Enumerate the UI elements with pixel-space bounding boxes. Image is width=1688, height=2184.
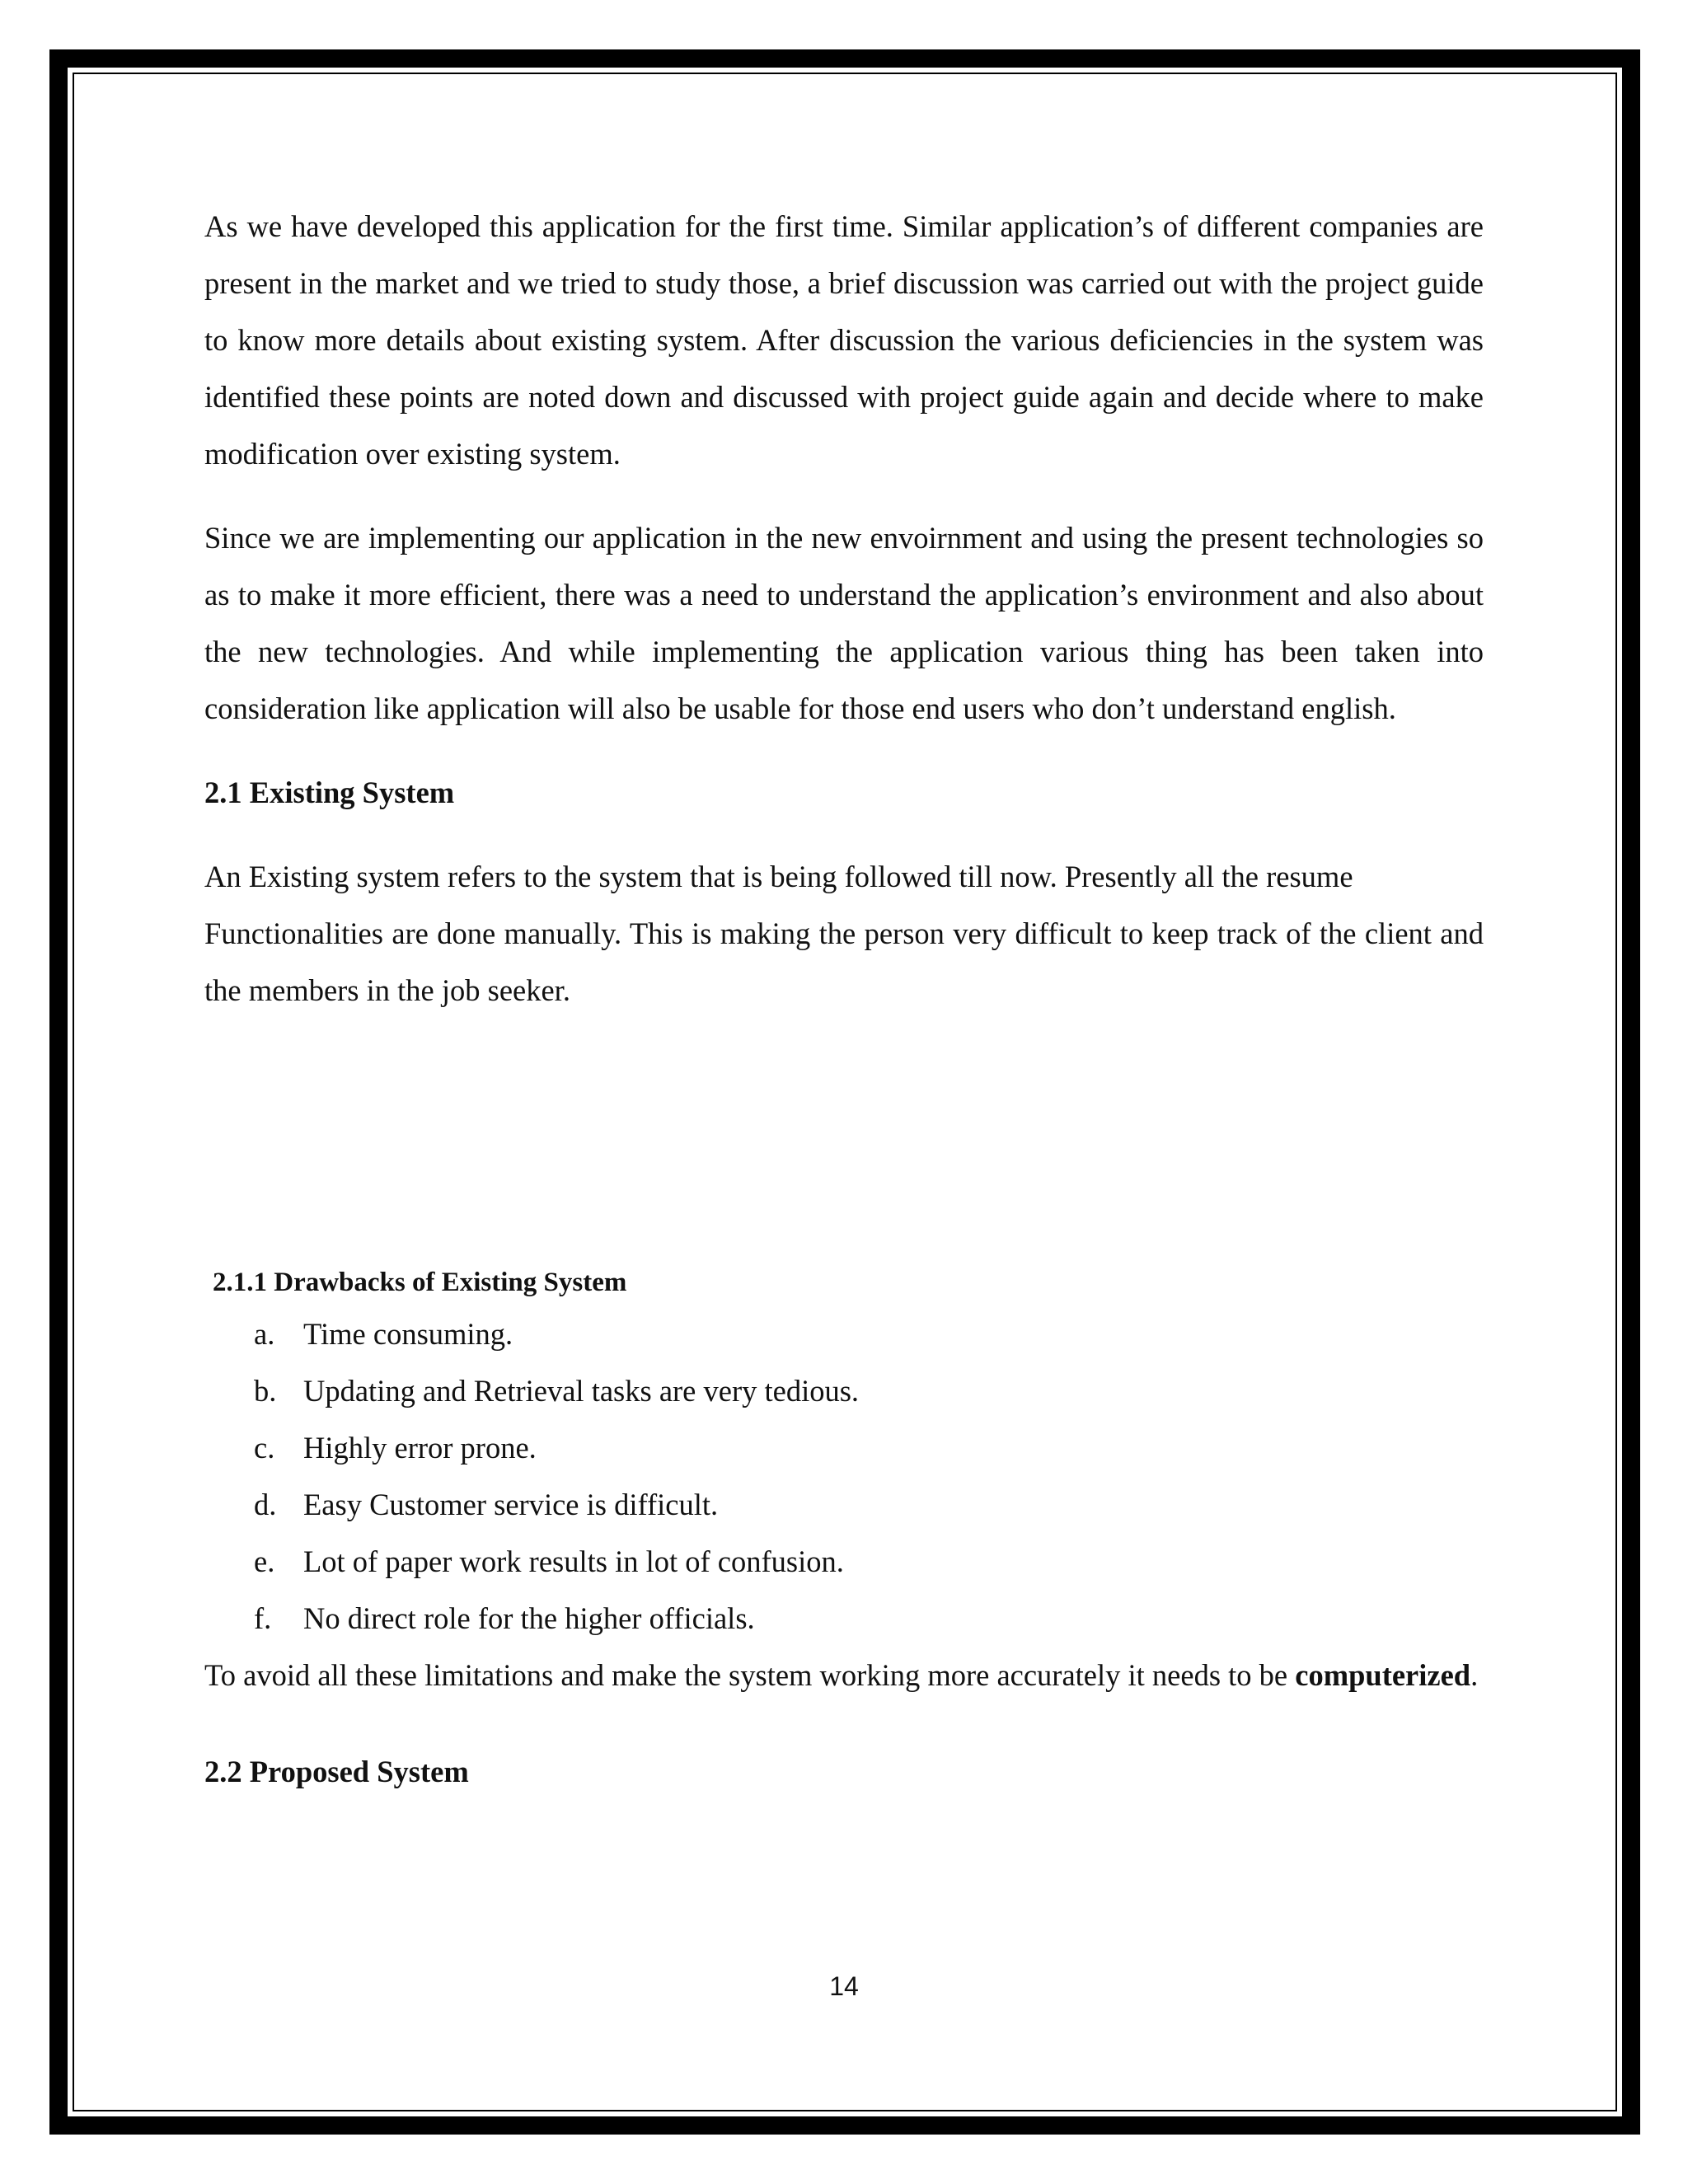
page-content bbox=[204, 198, 1484, 1827]
list-marker: a. bbox=[254, 1317, 275, 1351]
list-marker: c. bbox=[254, 1431, 275, 1465]
proposed-system-heading: 2.2 Proposed System bbox=[204, 1755, 469, 1788]
environment-paragraph: Since we are implementing our application in the new envoirnment and using the present technologies so as to make it more efficient, there was a need to understand the application’s environment and also about the new technologies. And while implementing the application various thing has been taken into consideration like application will also be usable for those end users who don’t understand english. bbox=[204, 521, 1484, 725]
list-item-text: No direct role for the higher officials. bbox=[303, 1601, 755, 1635]
list-item bbox=[204, 1476, 1484, 1533]
list-item-text: Lot of paper work results in lot of confusion. bbox=[303, 1544, 844, 1578]
list-item-text: Updating and Retrieval tasks are very tedious. bbox=[303, 1374, 860, 1408]
list-item bbox=[204, 1305, 1484, 1362]
list-item bbox=[204, 1590, 1484, 1647]
list-marker: e. bbox=[254, 1544, 275, 1578]
list-item-text: Highly error prone. bbox=[303, 1431, 537, 1465]
list-marker: b. bbox=[254, 1374, 277, 1408]
closing-end: . bbox=[1470, 1658, 1479, 1692]
list-item-text: Easy Customer service is difficult. bbox=[303, 1488, 719, 1521]
closing-bold: computerized bbox=[1295, 1658, 1471, 1692]
list-item bbox=[204, 1533, 1484, 1590]
closing-text: To avoid all these limitations and make the system working more accurately it needs to be bbox=[204, 1658, 1288, 1692]
list-marker: f. bbox=[254, 1601, 272, 1635]
existing-system-rest: Functionalities are done manually. This is making the person very difficult to keep track of the client and the members in the job seeker. bbox=[204, 916, 1484, 1007]
existing-system-line1: An Existing system refers to the system that is being followed till now. Presently all the resume bbox=[204, 860, 1353, 893]
existing-system-heading: 2.1 Existing System bbox=[204, 776, 455, 809]
list-item-text: Time consuming. bbox=[303, 1317, 513, 1351]
existing-system-paragraph bbox=[204, 848, 1484, 1019]
closing-paragraph bbox=[204, 1647, 1484, 1704]
blank-space bbox=[204, 1046, 1484, 1259]
list-item bbox=[204, 1419, 1484, 1476]
list-item bbox=[204, 1362, 1484, 1419]
list-marker: d. bbox=[254, 1488, 277, 1521]
drawbacks-list bbox=[204, 1305, 1484, 1647]
intro-paragraph: As we have developed this application for the first time. Similar application’s of different companies are present in the market and we tried to study those, a brief discussion was carried out with the project guide to know more details about existing system. After discussion the various deficiencies in the system was identified these points are noted down and discussed with project guide again and decide where to make modification over existing system. bbox=[204, 209, 1484, 471]
page-number: 14 bbox=[829, 1971, 859, 2001]
drawbacks-heading: 2.1.1 Drawbacks of Existing System bbox=[213, 1268, 627, 1297]
